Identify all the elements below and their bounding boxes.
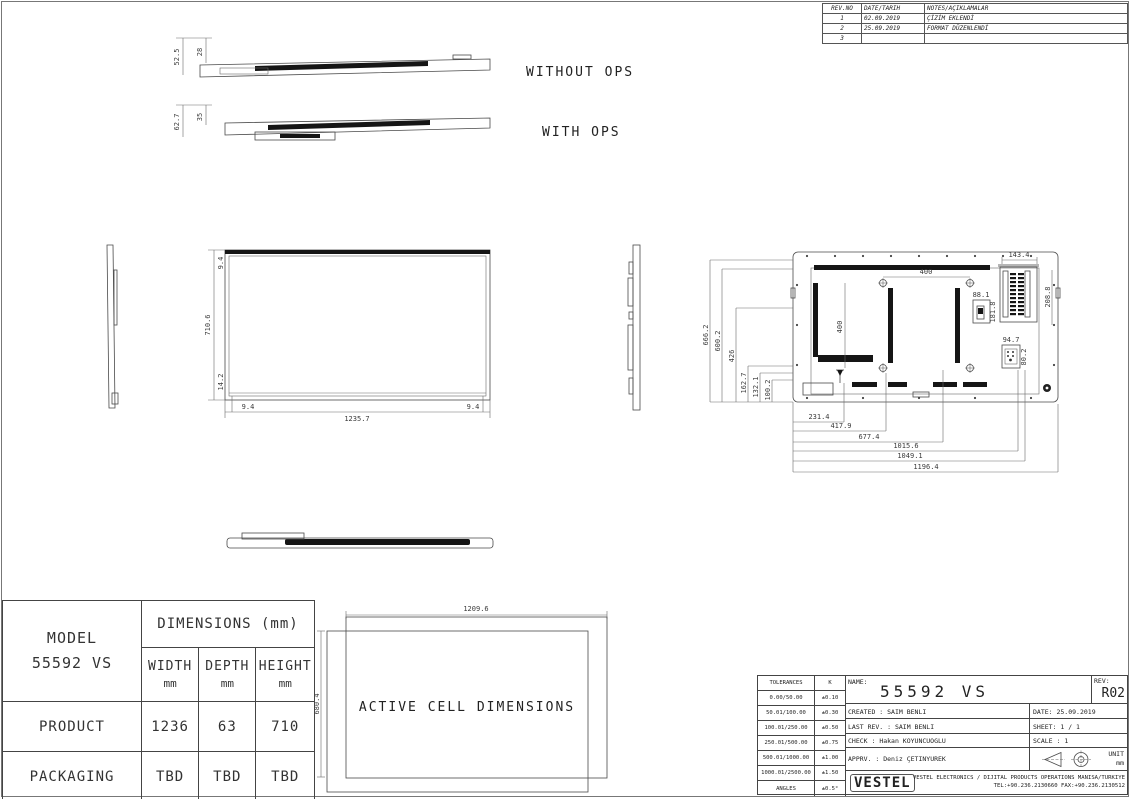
revision-header-row (823, 4, 1128, 14)
rev-3-note (925, 34, 1128, 44)
title-block (757, 675, 1128, 795)
rev-2-date: 25.09.2019 (862, 24, 925, 34)
dim-677-4: 677.4 (858, 433, 880, 441)
created-row (846, 704, 1127, 719)
dim-208-8: 208.8 (1044, 286, 1052, 308)
rev-label: REV: (1094, 677, 1110, 685)
k-label: K (828, 680, 832, 686)
title-block-main (846, 676, 1127, 794)
ops-latch-box (973, 300, 990, 323)
product-width: 1236 (142, 702, 199, 752)
revision-row (823, 24, 1128, 34)
dim-162-7: 162.7 (740, 372, 748, 394)
tol-range: 500.01/1000.00 (758, 751, 815, 765)
rev-3-date (862, 34, 925, 44)
dim-28: 28 (196, 47, 204, 57)
dim-80-2: 80.2 (1020, 348, 1028, 366)
revision-table (822, 3, 1128, 44)
dim-181-8: 181.8 (989, 301, 997, 323)
side-profiles-drawing (160, 25, 680, 160)
tol-range: 50.01/100.00 (758, 706, 815, 720)
dim-600-2: 600.2 (714, 330, 722, 352)
dim-vesa-v: 400 (836, 320, 844, 334)
width-col-header: WIDTH mm (142, 648, 199, 702)
dim-right-bezel: 9.4 (466, 403, 480, 411)
dim-62-7: 62.7 (173, 113, 181, 131)
spec-table (2, 600, 315, 799)
top-profile-view (227, 533, 493, 548)
unit-value: mm (1116, 759, 1124, 767)
lastrev-text: LAST REV. : SAIM BENLI (848, 723, 935, 731)
dim-94-7: 94.7 (1002, 336, 1020, 344)
with-ops-profile (173, 105, 490, 140)
dim-vesa-h: 400 (919, 268, 933, 276)
drawing-name: 55592 VS (880, 682, 990, 701)
dim-143-4: 143.4 (1008, 251, 1030, 259)
tol-value: ±1.50 (821, 770, 839, 776)
rev-cell (1091, 676, 1127, 704)
revision-row (823, 14, 1128, 24)
packaging-height: TBD (256, 752, 315, 799)
depth-col-header: DEPTH mm (199, 648, 256, 702)
model-cell (3, 601, 142, 702)
company-row (846, 771, 1127, 795)
apprv-row (846, 748, 1127, 771)
tolerances-label: TOLERANCES (758, 676, 815, 690)
packaging-width: TBD (142, 752, 199, 799)
dim-100-2: 100.2 (764, 379, 772, 401)
dim-35: 35 (196, 112, 204, 122)
rev-2-note: FORMAT DÜZENLENDİ (925, 24, 1128, 34)
dim-1209-6: 1209.6 (463, 605, 489, 613)
company-info: VESTEL ELECTRONICS / DIJITAL PRODUCTS OPERATIONS MANISA/TURKIYE TEL:+90.236.2130660 FAX:+90.236.2130512 (912, 775, 1125, 790)
dim-52-5: 52.5 (173, 48, 181, 66)
name-label: NAME: (848, 678, 868, 686)
unit-label: UNIT (1108, 750, 1124, 758)
av-connector-box (1002, 345, 1020, 368)
ops-module (998, 264, 1039, 322)
dim-88-1: 88.1 (972, 291, 990, 299)
rev-3-no: 3 (823, 34, 862, 44)
check-row (846, 734, 1127, 748)
dim-426: 426 (728, 349, 736, 363)
tol-range: ANGLES (758, 781, 815, 796)
product-depth: 63 (199, 702, 256, 752)
tol-value: ±0.30 (821, 710, 839, 716)
rev-notes-header: NOTES/AÇIKLAMALAR (925, 4, 1128, 14)
packaging-label: PACKAGING (3, 752, 142, 799)
check-text: CHECK : Hakan KOYUNCUOGLU (848, 737, 946, 745)
dim-bottom-bezel: 14.2 (217, 373, 225, 391)
tol-value: ±0.75 (821, 740, 839, 746)
created-text: CREATED : SAIM BENLI (848, 708, 927, 716)
antenna (836, 370, 844, 383)
dim-top-bezel: 9.4 (217, 256, 225, 270)
vestel-logo: VESTEL (850, 774, 915, 792)
product-row (3, 702, 315, 752)
rev-date-header: DATE/TARIH (862, 4, 925, 14)
tol-range: 100.01/250.00 (758, 721, 815, 735)
apprv-text: APPRV. : Deniz ÇETINYUREK (848, 755, 946, 763)
tolerances-table (758, 676, 846, 796)
sheet-text: SHEET: 1 / 1 (1033, 723, 1080, 731)
product-label: PRODUCT (3, 702, 142, 752)
scale-text: SCALE : 1 (1033, 737, 1069, 745)
dim-417-9: 417.9 (830, 422, 852, 430)
tol-range: 1000.01/2500.00 (758, 766, 815, 780)
dim-231-4: 231.4 (808, 413, 830, 421)
rev-1-no: 1 (823, 14, 862, 24)
right-side-view (628, 245, 640, 410)
dimensions-header: DIMENSIONS (mm) (142, 601, 315, 648)
rev-2-no: 2 (823, 24, 862, 34)
tol-value: ±0.50 (821, 725, 839, 731)
left-side-view (107, 245, 118, 408)
rev-no-header: REV.NO (823, 4, 862, 14)
dim-132-1: 132.1 (752, 376, 760, 398)
rev-1-date: 02.09.2019 (862, 14, 925, 24)
dim-1015-6: 1015.6 (893, 442, 919, 450)
rev-1-note: ÇİZİM EKLENDİ (925, 14, 1128, 24)
without-ops-label: WITHOUT OPS (526, 65, 635, 80)
date-text: DATE: 25.09.2019 (1033, 708, 1096, 716)
dim-width: 1235.7 (344, 415, 370, 423)
revision-row (823, 34, 1128, 44)
rev-value: R02 (1101, 686, 1125, 701)
active-cell-label: ACTIVE CELL DIMENSIONS (358, 700, 576, 715)
back-view-drawing (695, 240, 1105, 495)
active-cell-drawing (315, 600, 650, 799)
dim-1049-1: 1049.1 (897, 452, 923, 460)
model-label: MODEL (46, 628, 98, 647)
dim-1196-4: 1196.4 (913, 463, 939, 471)
packaging-row (3, 752, 315, 799)
tol-value: ±1.00 (821, 755, 839, 761)
dim-666-2: 666.2 (702, 324, 710, 346)
tol-value: ±0.5° (821, 785, 839, 792)
front-and-side-views (80, 230, 680, 565)
model-value: 55592 VS (31, 654, 113, 672)
name-row (846, 676, 1127, 704)
dim-left-bezel: 9.4 (241, 403, 255, 411)
dim-710-6: 710.6 (204, 314, 212, 336)
with-ops-label: WITH OPS (542, 125, 621, 140)
tol-range: 250.01/500.00 (758, 736, 815, 750)
dim-680-4: 680.4 (313, 693, 321, 715)
product-height: 710 (256, 702, 315, 752)
lastrev-row (846, 719, 1127, 734)
without-ops-profile (173, 38, 490, 77)
front-view (204, 250, 490, 423)
tol-value: ±0.10 (821, 695, 839, 701)
packaging-depth: TBD (199, 752, 256, 799)
height-col-header: HEIGHT mm (256, 648, 315, 702)
projection-symbol-icon (1041, 750, 1103, 769)
tol-range: 0.00/50.00 (758, 691, 815, 705)
